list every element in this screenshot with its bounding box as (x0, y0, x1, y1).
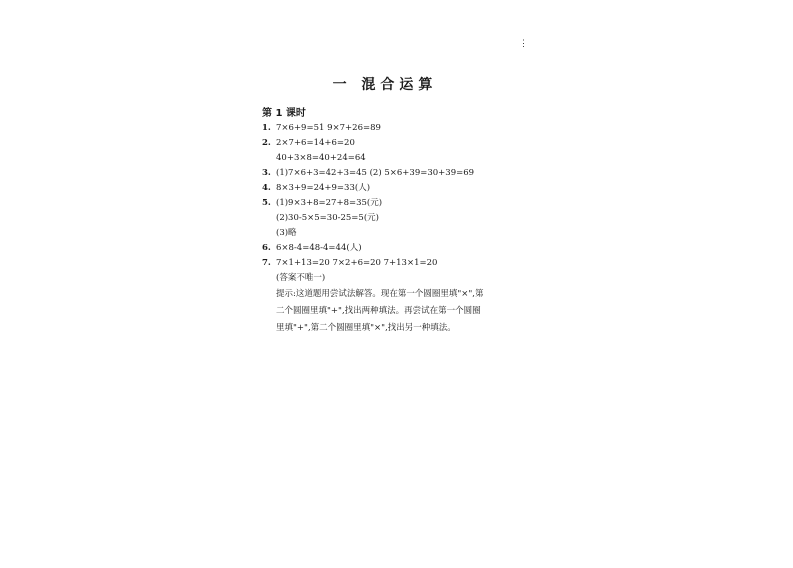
answer-number: 5. (262, 198, 271, 208)
answer-number: 3. (262, 168, 271, 178)
answer-list (262, 121, 527, 337)
answer-line (262, 166, 527, 181)
answer-text: 7×1+13=20 7×2+6=20 7+13×1=20 (276, 258, 438, 268)
answer-line (262, 211, 527, 226)
answer-text: 8×3+9=24+9=33(人) (276, 183, 371, 193)
answer-line (262, 241, 527, 256)
answer-line (262, 256, 527, 271)
chapter-title: 一 混合运算 (332, 77, 438, 93)
page-edge-marker: ⋮ (519, 39, 528, 49)
hint-paragraph (262, 286, 527, 337)
hint-line: 里填"+",第二个圆圈里填"×",找出另一种填法。 (276, 323, 456, 333)
answer-number: 4. (262, 183, 271, 193)
answer-text: 40+3×8=40+24=64 (276, 153, 366, 163)
answer-line (262, 271, 527, 286)
answer-number: 1. (262, 123, 271, 133)
answer-text: (1)7×6+3=42+3=45 (2) 5×6+39=30+39=69 (276, 168, 475, 178)
answer-line (262, 151, 527, 166)
hint-line: 提示:这道题用尝试法解答。现在第一个圆圈里填"×",第 (276, 289, 484, 299)
answer-text: (1)9×3+8=27+8=35(元) (276, 198, 383, 208)
answer-line (262, 136, 527, 151)
answer-text: 7×6+9=51 9×7+26=89 (276, 123, 381, 133)
answer-number: 6. (262, 243, 271, 253)
lesson-title: 第 1 课时 (262, 108, 306, 119)
answer-number: 7. (262, 258, 271, 268)
hint-line: 二个圆圈里填"+",找出两种填法。再尝试在第一个圆圈 (276, 306, 481, 316)
answer-text: (答案不唯一) (276, 273, 326, 283)
answer-line (262, 226, 527, 241)
answer-text: (3)略 (276, 228, 297, 238)
answer-line (262, 121, 527, 136)
answer-text: 6×8-4=48-4=44(人) (276, 243, 362, 253)
answer-line (262, 196, 527, 211)
answer-line (262, 181, 527, 196)
answer-text: (2)30-5×5=30-25=5(元) (276, 213, 379, 223)
answer-text: 2×7+6=14+6=20 (276, 138, 355, 148)
answer-number: 2. (262, 138, 271, 148)
